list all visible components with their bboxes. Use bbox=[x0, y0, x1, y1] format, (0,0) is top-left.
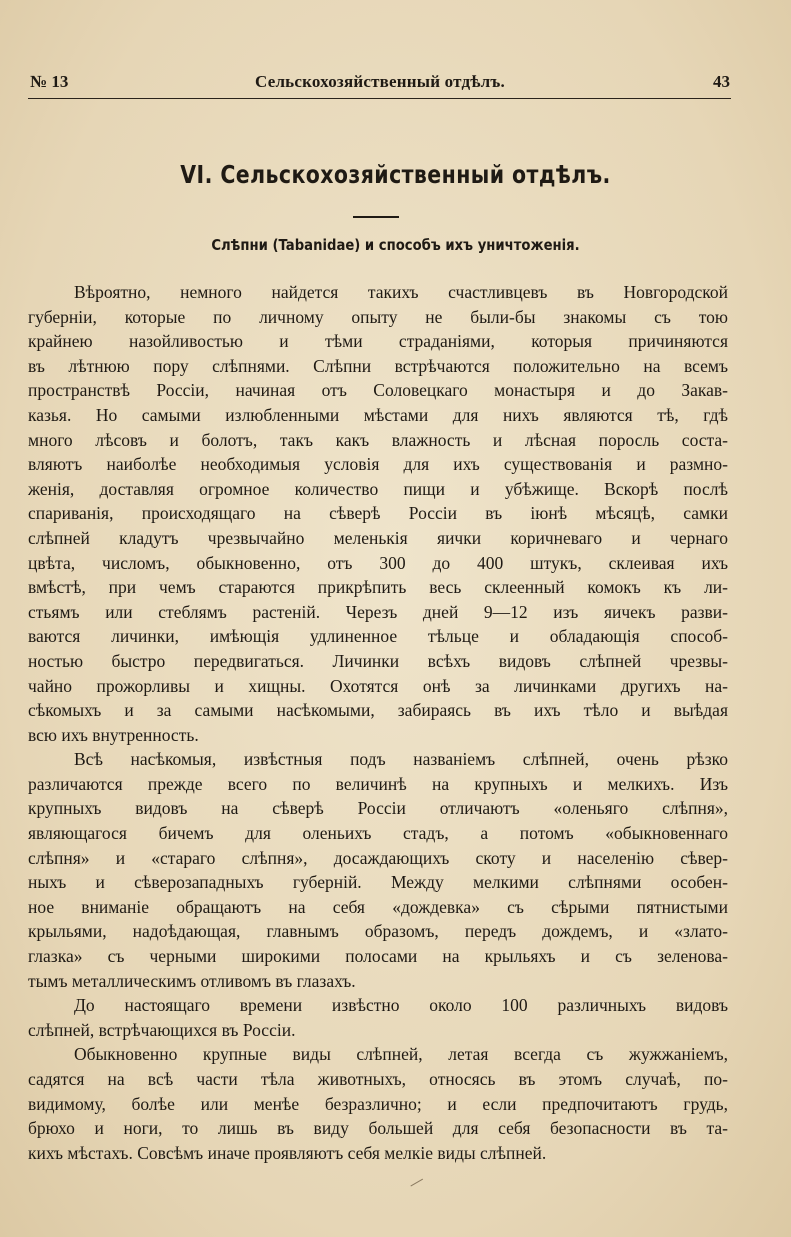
text-line: слѣпней кладутъ чрезвычайно меленькія яички коричневаго и чернаго bbox=[28, 527, 728, 548]
text-line: всю ихъ внутренность. bbox=[28, 724, 199, 745]
article-body bbox=[28, 280, 728, 1165]
text-line: слѣпней, встрѣчающихся въ Россіи. bbox=[28, 1019, 296, 1040]
text-line: садятся на всѣ части тѣла животныхъ, относясь въ этомъ случаѣ, по- bbox=[28, 1069, 728, 1089]
text-line: ныхъ и сѣверозападныхъ губерній. Между мелкими слѣпнями особен- bbox=[28, 872, 728, 893]
text-line: Вѣроятно, немного найдется такихъ счастливцевъ въ Новгородской bbox=[74, 282, 728, 302]
pencil-mark bbox=[410, 1179, 423, 1188]
text-line: крыльями, надоѣдающая, главнымъ образомъ, передъ дождемъ, и «злато- bbox=[28, 921, 728, 942]
paragraph bbox=[28, 1042, 728, 1165]
text-line: вляютъ наиболѣе необходимыя условія для ихъ существованія и размно- bbox=[28, 454, 728, 475]
page-number: 43 bbox=[713, 72, 730, 91]
article-title: Слѣпни (Tabanidae) и способъ ихъ уничтоженія. bbox=[211, 236, 580, 254]
header-rule bbox=[28, 98, 731, 99]
section-title: VI. Сельскохозяйственный отдѣлъ. bbox=[180, 160, 611, 189]
text-line: являющагося бичемъ для оленьихъ стадъ, а потомъ «обыкновеннаго bbox=[28, 823, 728, 844]
text-line: цвѣта, числомъ, обыкновенно, отъ 300 до 400 штукъ, склеивая ихъ bbox=[28, 552, 728, 573]
running-head-section: Сельскохозяйственный отдѣлъ. bbox=[255, 72, 505, 91]
text-line: много лѣсовъ и болотъ, такъ какъ влажность и лѣсная поросль соста- bbox=[28, 429, 728, 450]
text-line: ное вниманіе обращаютъ на себя «дождевка» съ сѣрыми пятнистыми bbox=[28, 896, 728, 917]
text-line: вмѣстѣ, при чемъ стараются прикрѣпить весь склеенный комокъ къ ли- bbox=[28, 577, 728, 598]
text-line: сѣкомыхъ и за самыми насѣкомыми, забираясь въ ихъ тѣло и выѣдая bbox=[28, 700, 728, 721]
text-line: крайнею назойливостью и тѣми страданіями, которыя причиняются bbox=[28, 331, 728, 352]
text-line: глазка» съ черными широкими полосами на крыльяхъ и съ зеленова- bbox=[28, 946, 728, 967]
text-line: брюхо и ноги, то лишь въ виду большей для себя безопасности въ та- bbox=[28, 1118, 728, 1139]
text-line: чайно прожорливы и хищны. Охотятся онѣ за личинками другихъ на- bbox=[28, 675, 728, 696]
text-line: крупныхъ видовъ на сѣверѣ Россіи отличаютъ «оленьяго слѣпня», bbox=[28, 798, 728, 819]
text-line: губерніи, которые по личному опыту не были-бы знакомы съ тою bbox=[28, 306, 728, 327]
text-line: различаются прежде всего по величинѣ на крупныхъ и мелкихъ. Изъ bbox=[28, 773, 728, 794]
running-head bbox=[30, 72, 730, 94]
text-line: кихъ мѣстахъ. Совсѣмъ иначе проявляютъ себя мелкіе виды слѣпней. bbox=[28, 1142, 547, 1163]
text-line: пространствѣ Россіи, начиная отъ Соловецкаго монастыря и до Закав- bbox=[28, 380, 728, 401]
text-line: тымъ металлическимъ отливомъ въ глазахъ. bbox=[28, 970, 356, 991]
text-line: Обыкновенно крупные виды слѣпней, летая всегда съ жужжаніемъ, bbox=[74, 1044, 728, 1065]
text-line: видимому, болѣе или менѣе безразлично; и если предпочитаютъ грудь, bbox=[28, 1093, 728, 1114]
text-line: спариванія, происходящаго на сѣверѣ Россіи въ іюнѣ мѣсяцѣ, самки bbox=[28, 503, 728, 524]
text-line: въ лѣтнюю пору слѣпнями. Слѣпни встрѣчаются положительно на всемъ bbox=[28, 355, 728, 376]
paragraph bbox=[28, 747, 728, 993]
text-line: ностью быстро передвигаться. Личинки всѣхъ видовъ слѣпней чрезвы- bbox=[28, 650, 728, 671]
text-line: слѣпня» и «стараго слѣпня», досаждающихъ скоту и населенію сѣвер- bbox=[28, 847, 728, 868]
text-line: казья. Но самыми излюбленными мѣстами для нихъ являются тѣ, гдѣ bbox=[28, 404, 728, 425]
text-line: ваются личинки, имѣющія удлиненное тѣльце и обладающія способ- bbox=[28, 626, 728, 647]
text-line: До настоящаго времени извѣстно около 100 различныхъ видовъ bbox=[74, 995, 728, 1016]
paragraph bbox=[28, 280, 728, 747]
text-line: женія, доставляя огромное количество пищи и убѣжище. Вскорѣ послѣ bbox=[28, 478, 728, 499]
paragraph bbox=[28, 993, 728, 1042]
issue-number: № 13 bbox=[30, 72, 69, 91]
text-line: стьямъ или стеблямъ растеній. Черезъ дней 9—12 изъ яичекъ разви- bbox=[28, 601, 728, 622]
title-divider bbox=[353, 216, 399, 218]
text-line: Всѣ насѣкомыя, извѣстныя подъ названіемъ слѣпней, очень рѣзко bbox=[74, 749, 728, 770]
